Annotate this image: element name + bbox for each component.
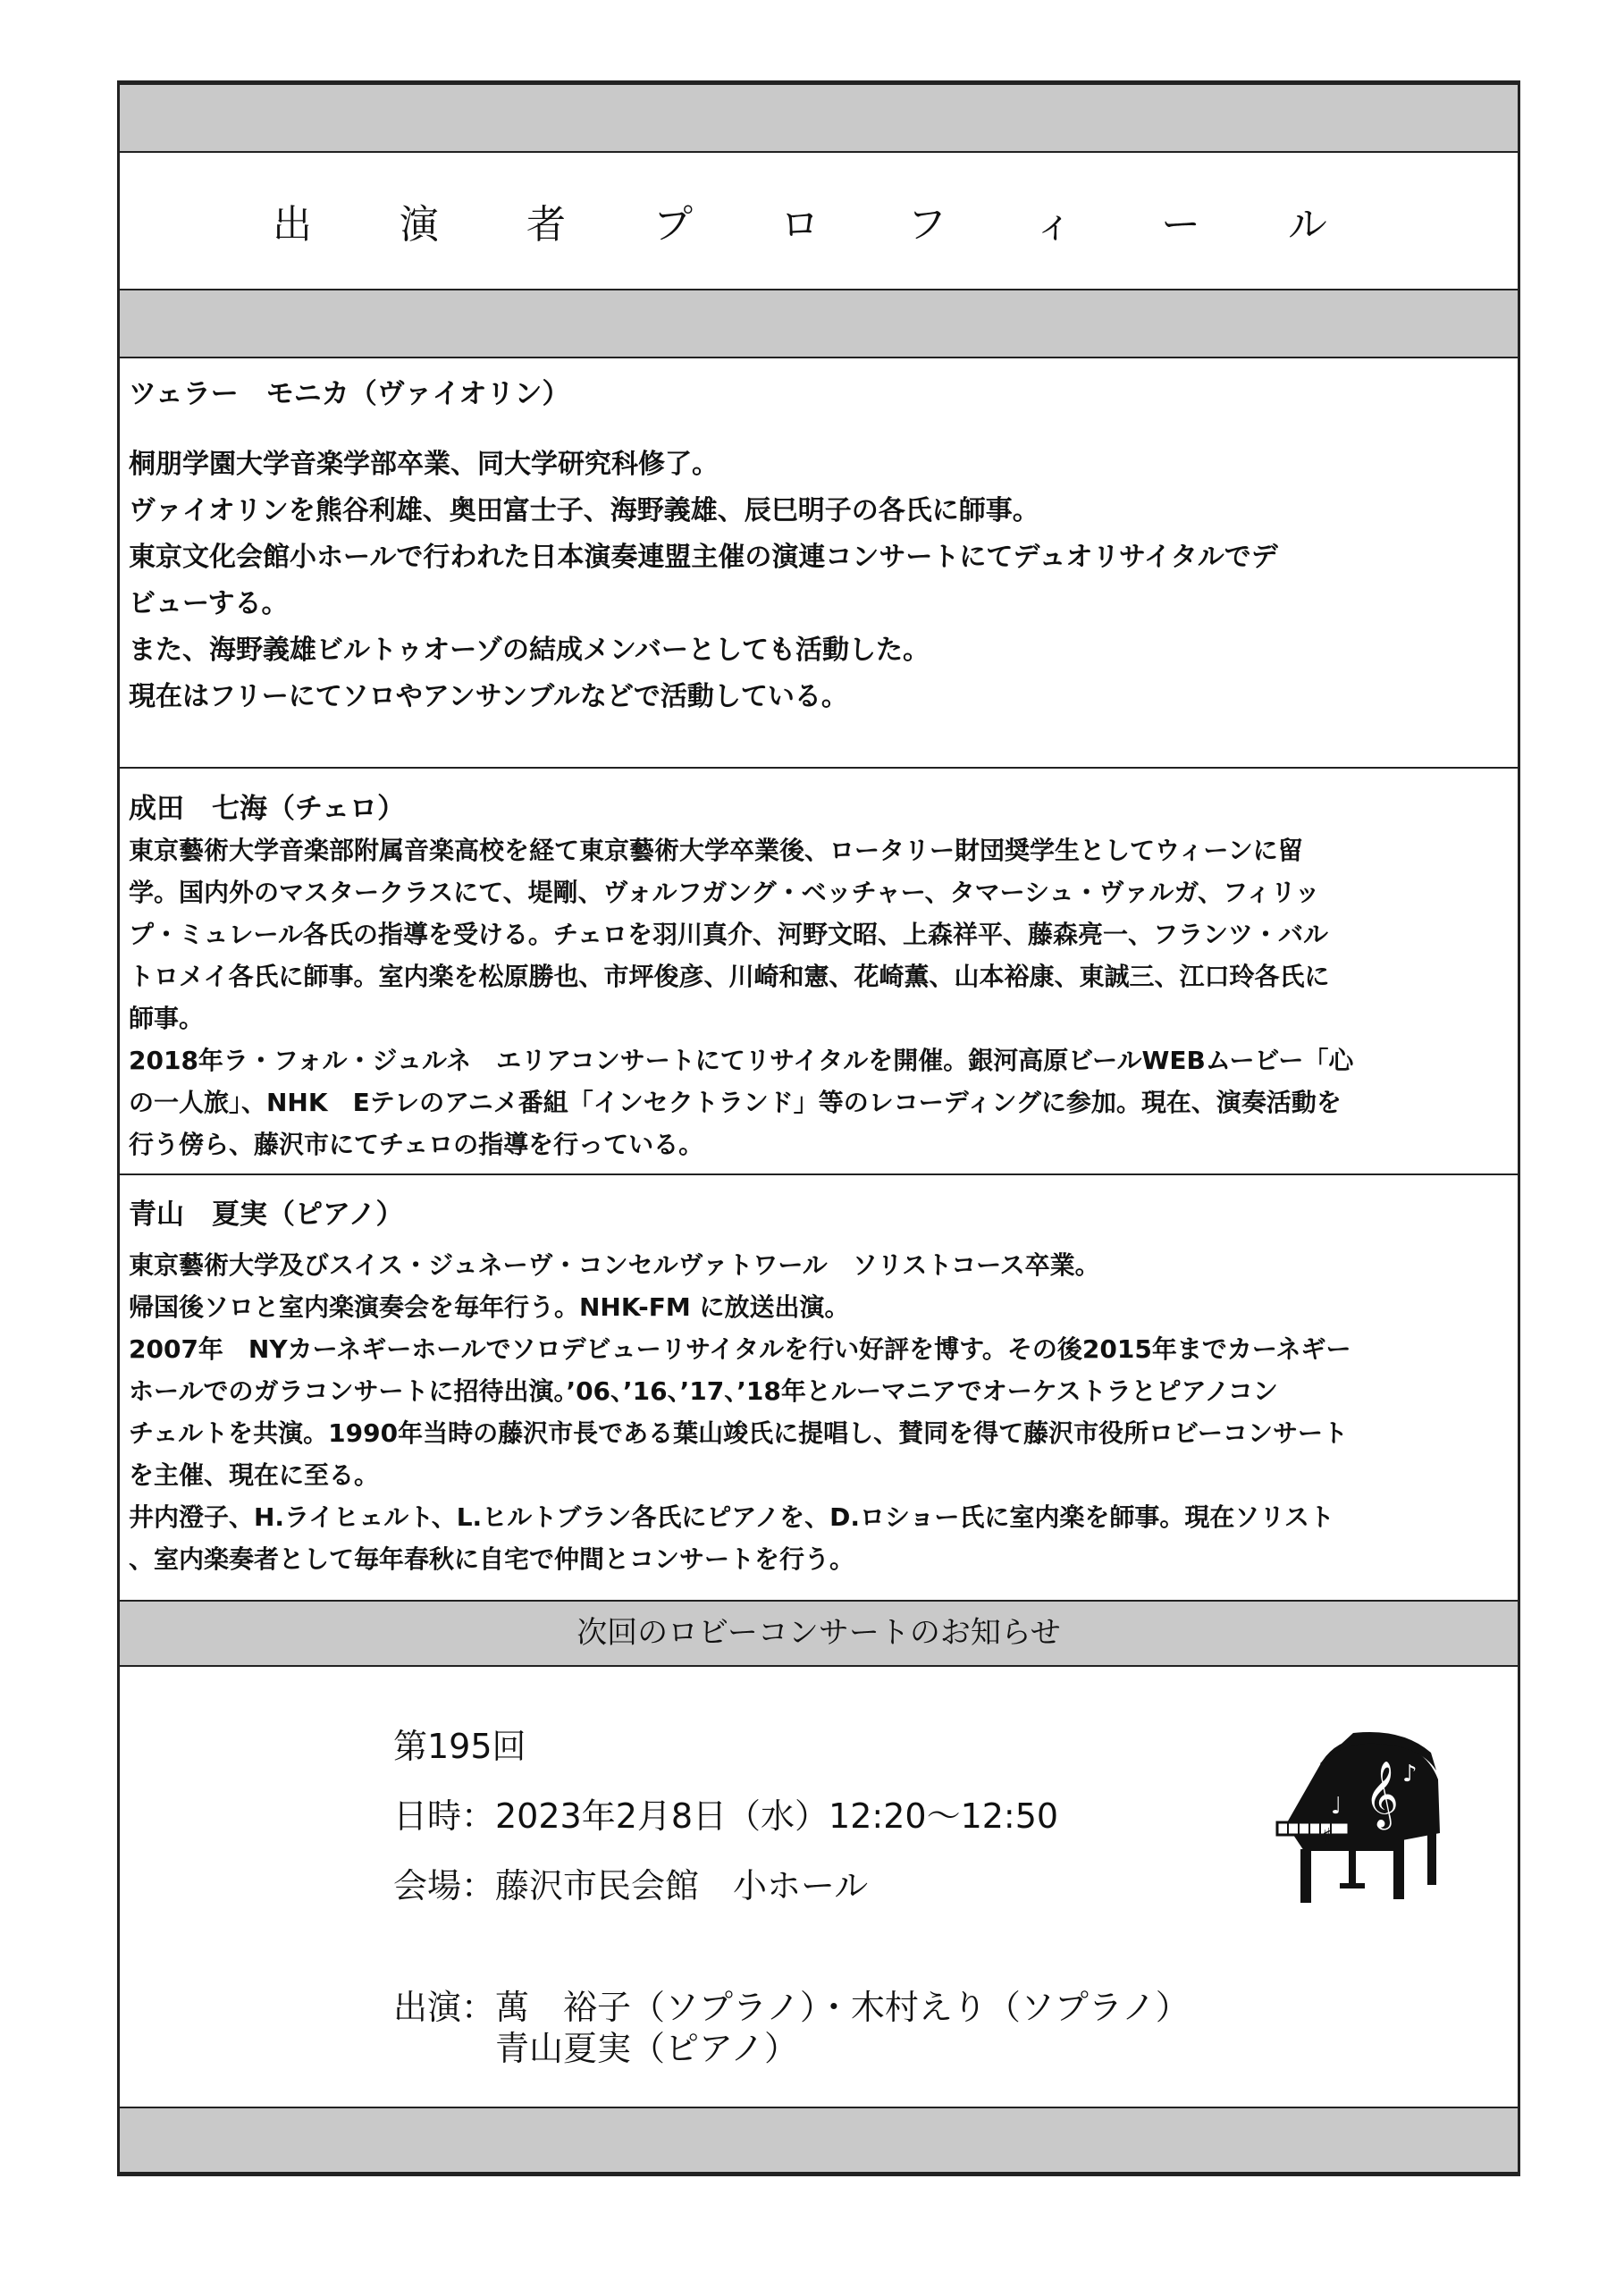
performer-name: ツェラー モニカ（ヴァイオリン） — [129, 378, 570, 410]
performer-1 — [120, 371, 1518, 720]
performer-line: チェルトを共演。1990年当時の藤沢市長である葉山竣氏に提唱し、賛同を得て藤沢市役所ロビーコンサート — [129, 1418, 1348, 1448]
top-band — [120, 83, 1518, 153]
performer-line: 2007年 NYカーネギーホールでソロデビューリサイタルを行い好評を博す。その後2015年までカーネギー — [129, 1334, 1351, 1364]
performer-line: 桐朋学園大学音楽学部卒業、同大学研究科修了。 — [129, 449, 719, 480]
notice-band — [120, 1600, 1518, 1667]
section-divider — [120, 1173, 1518, 1175]
title-row — [120, 151, 1518, 290]
performer-line: また、海野義雄ビルトゥオーゾの結成メンバーとしても活動した。 — [129, 635, 930, 666]
performer-line: 師事。 — [129, 1004, 205, 1033]
svg-text:♩: ♩ — [1331, 1793, 1342, 1820]
performer-line: を主催、現在に至る。 — [129, 1460, 380, 1490]
performer-line: プ・ミュレール各氏の指導を受ける。チェロを羽川真介、河野文昭、上森祥平、藤森亮一、フランツ・バル — [129, 920, 1329, 949]
page-frame — [117, 80, 1520, 2176]
notice-title: 次回のロビーコンサートのお知らせ — [576, 1615, 1061, 1651]
performer-name: 青山 夏実（ピアノ） — [129, 1199, 404, 1231]
performer-line: 帰国後ソロと室内楽演奏会を毎年行う。NHK-FM に放送出演。 — [129, 1292, 850, 1322]
performer-line: 井内澄子、H.ライヒェルト、L.ヒルトブラン各氏にピアノを、D.ロショー氏に室内楽を師事。現在ソリスト — [129, 1502, 1334, 1532]
performer-line: 2018年ラ・フォル・ジュルネ エリアコンサートにてリサイタルを開催。銀河高原ビールWEBムービー「心 — [129, 1046, 1354, 1075]
concert-performers-2: 青山夏実（ピアノ） — [495, 2029, 798, 2068]
grand-piano-icon — [1268, 1726, 1447, 1914]
performer-line: 東京藝術大学音楽部附属音楽高校を経て東京藝術大学卒業後、ロータリー財団奨学生としてウィーンに留 — [129, 836, 1303, 865]
performer-line: ビューする。 — [129, 588, 289, 619]
performer-line: トロメイ各氏に師事。室内楽を松原勝也、市坪俊彦、川崎和憲、花崎薫、山本裕康、東誠三、江口玲各氏に — [129, 962, 1330, 991]
performer-line: 東京藝術大学及びスイス・ジュネーヴ・コンセルヴァトワール ソリストコース卒業。 — [129, 1250, 1100, 1280]
performer-line: 学。国内外のマスタークラスにて、堤剛、ヴォルフガング・ベッチャー、タマーシュ・ヴァルガ、フィリッ — [129, 878, 1320, 907]
svg-text:♯: ♯ — [1322, 1825, 1332, 1847]
svg-text:𝄞: 𝄞 — [1365, 1762, 1399, 1828]
performer-line: ホールでのガラコンサートに招待出演。’06、’16、’17、’18年とルーマニアでオーケストラとピアノコン — [129, 1376, 1278, 1406]
concert-number: 第195回 — [393, 1727, 526, 1766]
performer-2 — [120, 786, 1518, 1165]
performer-line: ヴァイオリンを熊谷利雄、奥田富士子、海野義雄、辰巳明子の各氏に師事。 — [129, 495, 1039, 526]
concert-venue: 会場：藤沢市民会館 小ホール — [393, 1866, 869, 1905]
bottom-band — [120, 2107, 1518, 2174]
concert-performers: 出演：萬 裕子（ソプラノ）・木村えり（ソプラノ） — [393, 1988, 1190, 2027]
performer-line: 現在はフリーにてソロやアンサンブルなどで活動している。 — [129, 681, 848, 712]
performer-line: 行う傍ら、藤沢市にてチェロの指導を行っている。 — [129, 1130, 704, 1159]
performer-line: 、室内楽奏者として毎年春秋に自宅で仲間とコンサートを行う。 — [129, 1544, 855, 1574]
performer-line: 東京文化会館小ホールで行われた日本演奏連盟主催の演連コンサートにてデュオリサイタルでデ — [129, 542, 1278, 573]
page-title: 出 演 者 プ ロ フ ィ ー ル — [273, 202, 1365, 248]
band-below-title — [120, 289, 1518, 358]
performer-line: の一人旅」、NHK Eテレのアニメ番組「インセクトランド」等のレコーディングに参加。現在、演奏活動を — [129, 1088, 1342, 1117]
section-divider — [120, 767, 1518, 769]
concert-datetime: 日時：2023年2月8日（水）12:20～12:50 — [393, 1796, 1059, 1836]
performer-name: 成田 七海（チェロ） — [129, 793, 406, 825]
performer-3 — [120, 1191, 1518, 1580]
svg-text:♪: ♪ — [1402, 1761, 1418, 1788]
